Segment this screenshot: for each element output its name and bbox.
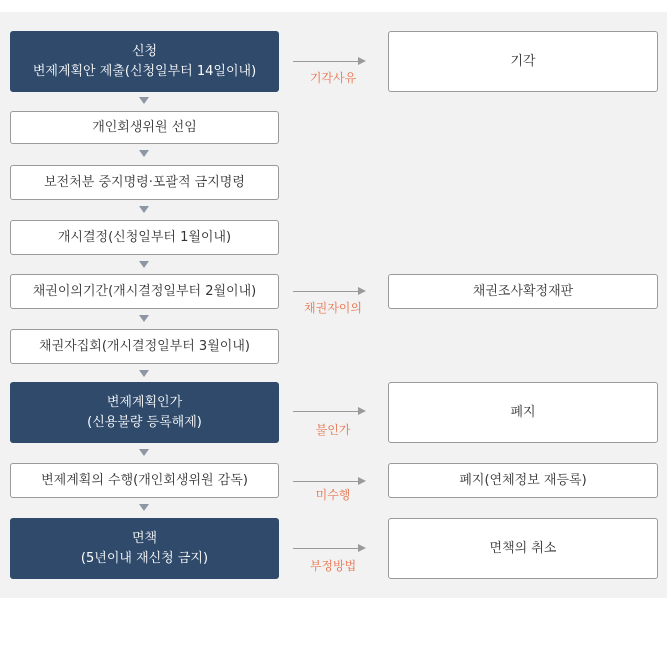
branch-arrow-head — [358, 57, 366, 65]
result-claim-determination — [388, 274, 658, 309]
step-discharge-subtitle: (5년이내 재신청 금지) — [80, 550, 209, 566]
result-dismissal — [388, 31, 658, 92]
step-appoint-commissioner-label: 개인회생위원 선임 — [92, 119, 197, 135]
branch-arrow-head — [358, 477, 366, 485]
branch-condition-creditor-objection: 채권자이의 — [304, 301, 362, 315]
step-objection-period-label: 채권이의기간(개시결정일부터 2월이내) — [32, 283, 257, 299]
branch-arrow-line — [293, 411, 359, 412]
branch-condition-non-performance: 미수행 — [315, 488, 351, 502]
branch-arrow-line — [293, 61, 359, 62]
branch-condition-fraud: 부정방법 — [309, 559, 357, 573]
step-application-title: 신청 — [131, 43, 158, 59]
step-commencement-decision — [10, 220, 279, 255]
step-plan-execution — [10, 463, 279, 498]
step-plan-execution-label: 변제계획의 수행(개인회생위원 감독) — [41, 472, 248, 488]
step-discharge-title: 면책 — [131, 530, 158, 546]
branch-arrow-head — [358, 544, 366, 552]
down-arrow — [139, 206, 149, 213]
result-abolition-reregistration-label: 폐지(연체정보 재등록) — [459, 472, 587, 488]
down-arrow — [139, 97, 149, 104]
step-creditors-meeting-label: 채권자집회(개시결정일부터 3월이내) — [39, 338, 250, 354]
down-arrow — [139, 150, 149, 157]
branch-condition-disapproval: 불인가 — [315, 423, 351, 437]
step-plan-approval — [10, 382, 279, 443]
result-abolition-label: 폐지 — [510, 404, 536, 420]
branch-arrow-line — [293, 291, 359, 292]
down-arrow — [139, 315, 149, 322]
result-abolition-reregistration — [388, 463, 658, 498]
step-appoint-commissioner — [10, 111, 279, 144]
step-application-subtitle: 변제계획안 제출(신청일부터 14일이내) — [32, 63, 257, 79]
result-discharge-revocation-label: 면책의 취소 — [489, 540, 557, 556]
down-arrow — [139, 370, 149, 377]
branch-arrow-head — [358, 287, 366, 295]
step-preservation-order — [10, 165, 279, 200]
branch-arrow-line — [293, 481, 359, 482]
branch-condition-dismissal: 기각사유 — [309, 71, 357, 85]
step-objection-period — [10, 274, 279, 309]
step-commencement-decision-label: 개시결정(신청일부터 1월이내) — [57, 229, 232, 245]
branch-arrow-line — [293, 548, 359, 549]
down-arrow — [139, 449, 149, 456]
step-discharge — [10, 518, 279, 579]
result-dismissal-label: 기각 — [510, 53, 536, 69]
result-abolition — [388, 382, 658, 443]
result-discharge-revocation — [388, 518, 658, 579]
step-application — [10, 31, 279, 92]
result-claim-determination-label: 채권조사확정재판 — [472, 283, 574, 299]
branch-arrow-head — [358, 407, 366, 415]
step-plan-approval-title: 변제계획인가 — [106, 394, 183, 410]
step-preservation-order-label: 보전처분 중지명령·포괄적 금지명령 — [44, 174, 245, 190]
down-arrow — [139, 261, 149, 268]
step-creditors-meeting — [10, 329, 279, 364]
step-plan-approval-subtitle: (신용불량 등록해제) — [87, 414, 202, 430]
down-arrow — [139, 504, 149, 511]
